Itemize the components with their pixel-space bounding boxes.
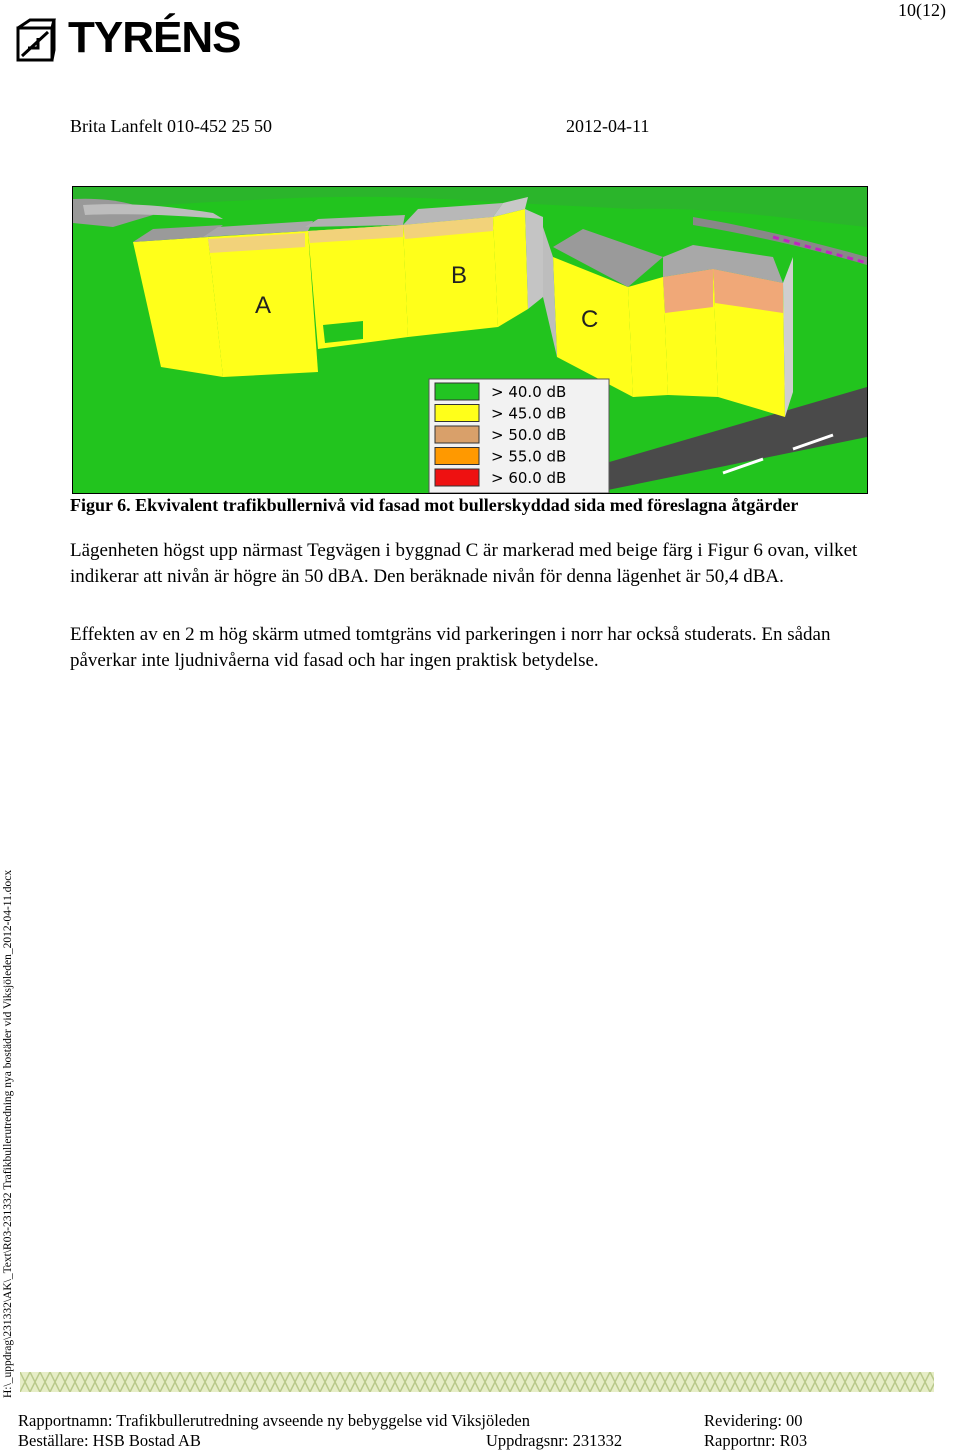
footer-client: Beställare: HSB Bostad AB — [18, 1431, 201, 1450]
legend-label: > 50.0 dB — [491, 426, 567, 444]
building-label-b: B — [451, 262, 468, 289]
legend-label: > 45.0 dB — [491, 404, 567, 423]
legend-swatch — [435, 426, 479, 443]
legend-label: > 55.0 dB — [491, 447, 567, 466]
legend-swatch — [435, 469, 479, 486]
footer-revision: Revidering: 00 — [704, 1411, 803, 1430]
author-contact: Brita Lanfelt 010-452 25 50 — [70, 116, 272, 136]
document-date: 2012-04-11 — [566, 116, 650, 136]
logo-wordmark: TYRÉNS — [68, 13, 241, 62]
legend-swatch — [435, 383, 479, 400]
paragraph-screen-effect: Effekten av en 2 m hög skärm utmed tomtgräns vid parkeringen i norr har också studerats. En sådan påverkar inte ljudnivåerna vid fasad och har ingen praktisk betydelse. — [70, 624, 831, 671]
legend-swatch — [435, 405, 479, 422]
footer-report-number: Rapportnr: R03 — [704, 1431, 808, 1450]
building-label-a: A — [255, 292, 272, 319]
building-label-c: C — [581, 306, 599, 333]
document-file-path: H:\_uppdrag\231332\AK\_Text\R03-231332 Trafikbullerutredning nya bostäder vid Viksjöleden_2012-04-11.docx — [2, 869, 14, 1398]
legend-label: > 60.0 dB — [491, 469, 567, 487]
noise-map-figure — [72, 186, 868, 494]
logo-mark-icon — [16, 18, 56, 62]
legend-label: > 40.0 dB — [491, 383, 567, 401]
legend-swatch — [435, 448, 479, 465]
footer-report-name: Rapportnamn: Trafikbullerutredning avseende ny bebyggelse vid Viksjöleden — [18, 1411, 530, 1430]
footer-pattern-stripe — [20, 1372, 934, 1392]
figure-caption: Figur 6. Ekvivalent trafikbullernivå vid fasad mot bullerskyddad sida med föreslagna åtgärder — [70, 495, 799, 515]
page-number: 10(12) — [898, 0, 946, 20]
noise-level-legend — [429, 379, 609, 493]
footer-assignment-number: Uppdragsnr: 231332 — [486, 1431, 623, 1450]
noise-map-illustration — [73, 187, 867, 493]
paragraph-apartment-level: Lägenheten högst upp närmast Tegvägen i byggnad C är markerad med beige färg i Figur 6 ovan, vilket indikerar att nivån är högre än 50 dBA. Den beräknade nivån för denna lägenhet är 50,4 dBA. — [70, 540, 858, 587]
